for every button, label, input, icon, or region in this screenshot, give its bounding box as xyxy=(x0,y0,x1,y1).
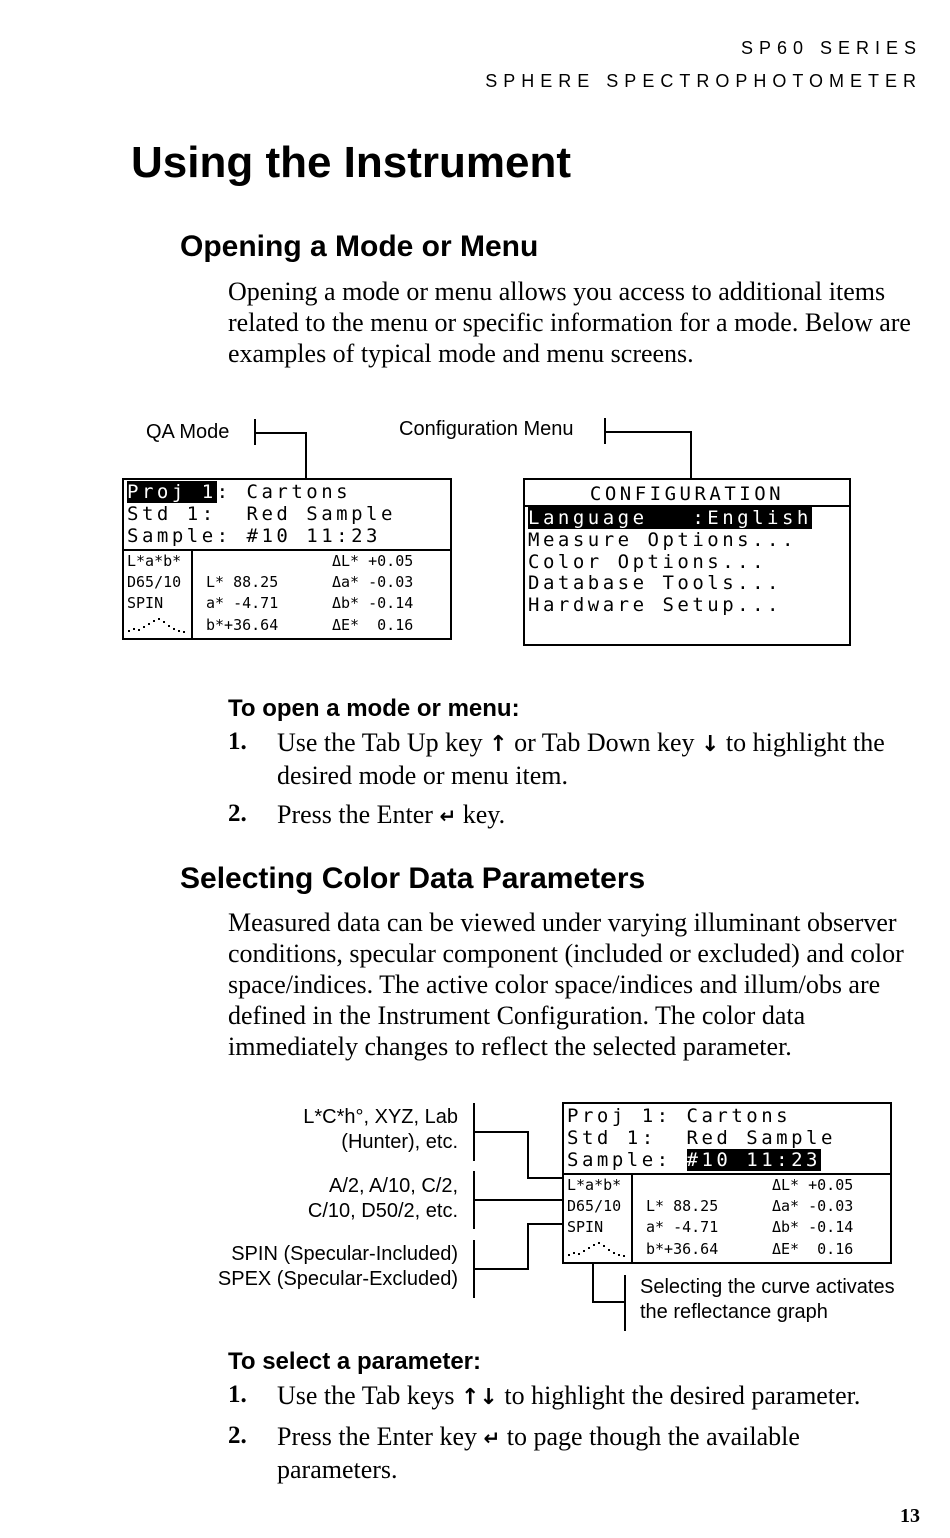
qa-screen2-delta-b: Δb* -0.14 xyxy=(772,1218,854,1236)
qa-screen-delta-e: ΔE* 0.16 xyxy=(332,616,414,634)
qa-screen-column-divider xyxy=(191,550,193,638)
enter-key-icon: ↵ xyxy=(483,1426,501,1450)
callout-line xyxy=(527,1223,529,1270)
qa-screen2-standard-line: Std 1: Red Sample xyxy=(567,1127,836,1149)
callout-line xyxy=(254,432,307,434)
configuration-screen xyxy=(523,478,851,646)
qa-screen-sample-line: Sample: #10 11:23 xyxy=(127,525,381,547)
qa-screen2-delta-a: Δa* -0.03 xyxy=(772,1197,854,1215)
config-item-color-options: Color Options... xyxy=(528,551,768,573)
qa-screen2-b-value: b*+36.64 xyxy=(646,1240,719,1258)
callout-line xyxy=(473,1268,528,1270)
section-heading-opening: Opening a Mode or Menu xyxy=(180,230,539,263)
config-screen-title: CONFIGURATION xyxy=(589,483,785,505)
qa-screen-delta-l: ΔL* +0.05 xyxy=(332,552,414,570)
qa-screen-standard-line: Std 1: Red Sample xyxy=(127,503,396,525)
qa-mode-screen-parameters xyxy=(562,1102,892,1264)
config-item-measure-options: Measure Options... xyxy=(528,529,797,551)
config-item-database-tools: Database Tools... xyxy=(528,572,782,594)
reflectance-curve-icon xyxy=(127,616,189,634)
enter-key-icon: ↵ xyxy=(439,804,457,828)
config-menu-label: Configuration Menu xyxy=(399,418,574,440)
callout-line xyxy=(624,1275,626,1331)
qa-screen2-project-line: Proj 1: Cartons xyxy=(567,1105,792,1127)
running-header-product: SPHERE SPECTROPHOTOMETER xyxy=(485,71,922,91)
step-number: 1. xyxy=(228,728,247,755)
qa-screen2-l-value: L* 88.25 xyxy=(646,1197,719,1215)
tab-down-arrow-icon: ↓ xyxy=(700,732,720,757)
section-heading-color-data: Selecting Color Data Parameters xyxy=(180,862,646,895)
qa-screen2-sample-line: Sample: #10 11:23 xyxy=(567,1149,821,1171)
step-open-2: Press the Enter ↵ key. xyxy=(277,800,506,829)
section-paragraph-opening: Opening a mode or menu allows you access to additional items related to the menu or specific information for a mode. Below are examples of typical mode and menu screens. xyxy=(228,277,911,368)
step-number: 1. xyxy=(228,1381,247,1408)
qa-screen2-column-divider xyxy=(631,1174,633,1262)
tab-up-down-arrows-icon: ↑↓ xyxy=(461,1385,498,1410)
callout-line xyxy=(473,1199,563,1201)
qa-screen2-delta-e: ΔE* 0.16 xyxy=(772,1240,854,1258)
qa-screen-color-space: L*a*b* xyxy=(127,552,182,570)
callout-line xyxy=(690,431,692,479)
procedure-title-open: To open a mode or menu: xyxy=(228,695,520,722)
qa-screen2-color-space: L*a*b* xyxy=(567,1176,622,1194)
specular-label: SPIN (Specular-Included) SPEX (Specular-Excluded) xyxy=(217,1243,458,1290)
step-number: 2. xyxy=(228,1422,247,1449)
step-number: 2. xyxy=(228,800,247,827)
qa-screen2-delta-l: ΔL* +0.05 xyxy=(772,1176,854,1194)
callout-line xyxy=(592,1301,626,1303)
curve-label: Selecting the curve activates the reflectance graph xyxy=(640,1276,895,1323)
config-item-language: Language :English xyxy=(528,507,812,529)
procedure-title-select: To select a parameter: xyxy=(228,1348,481,1375)
qa-screen2-a-value: a* -4.71 xyxy=(646,1218,719,1236)
qa-screen2-specular: SPIN xyxy=(567,1218,604,1236)
section-paragraph-color-data: Measured data can be viewed under varying illuminant observer conditions, specular component (included or excluded) and color space/indices. The active color space/indices and illum/obs are defined in the Instrument Configuration. The color data immediately changes to reflect the selected parameter. xyxy=(228,908,904,1061)
qa-screen-illuminant: D65/10 xyxy=(127,573,182,591)
qa-screen-project-highlight: Proj 1 xyxy=(127,481,217,503)
qa-screen-delta-b: Δb* -0.14 xyxy=(332,594,414,612)
qa-screen-l-value: L* 88.25 xyxy=(206,573,279,591)
callout-line xyxy=(527,1131,529,1179)
qa-screen-a-value: a* -4.71 xyxy=(206,594,279,612)
step-open-1: Use the Tab Up key ↑ or Tab Down key ↓ to highlight the desired mode or menu item. xyxy=(277,728,885,790)
qa-screen2-sample-highlight: #10 11:23 xyxy=(686,1149,821,1171)
running-header-series: SP60 SERIES xyxy=(740,38,922,58)
step-select-1: Use the Tab keys ↑↓ to highlight the desired parameter. xyxy=(277,1381,861,1410)
illuminant-label: A/2, A/10, C/2, C/10, D50/2, etc. xyxy=(307,1175,458,1222)
qa-screen-delta-a: Δa* -0.03 xyxy=(332,573,414,591)
page-title: Using the Instrument xyxy=(131,138,572,187)
callout-line xyxy=(527,1177,564,1179)
step-select-2: Press the Enter key ↵ to page though the available parameters. xyxy=(277,1422,800,1484)
qa-screen-project-line: Proj 1: Cartons xyxy=(127,481,352,503)
qa-screen2-illuminant: D65/10 xyxy=(567,1197,622,1215)
callout-line xyxy=(592,1261,594,1303)
page-number: 13 xyxy=(900,1505,920,1527)
callout-line xyxy=(305,432,307,479)
reflectance-curve-icon xyxy=(567,1240,629,1258)
callout-line xyxy=(473,1131,528,1133)
config-item-hardware-setup: Hardware Setup... xyxy=(528,594,782,616)
qa-mode-screen xyxy=(122,478,452,640)
tab-up-arrow-icon: ↑ xyxy=(489,732,508,757)
qa-screen-specular: SPIN xyxy=(127,594,164,612)
callout-line xyxy=(604,431,692,433)
qa-screen-b-value: b*+36.64 xyxy=(206,616,279,634)
qa-mode-label: QA Mode xyxy=(146,421,230,443)
callout-line xyxy=(527,1223,564,1225)
color-space-label: L*C*h°, XYZ, Lab (Hunter), etc. xyxy=(303,1106,458,1153)
